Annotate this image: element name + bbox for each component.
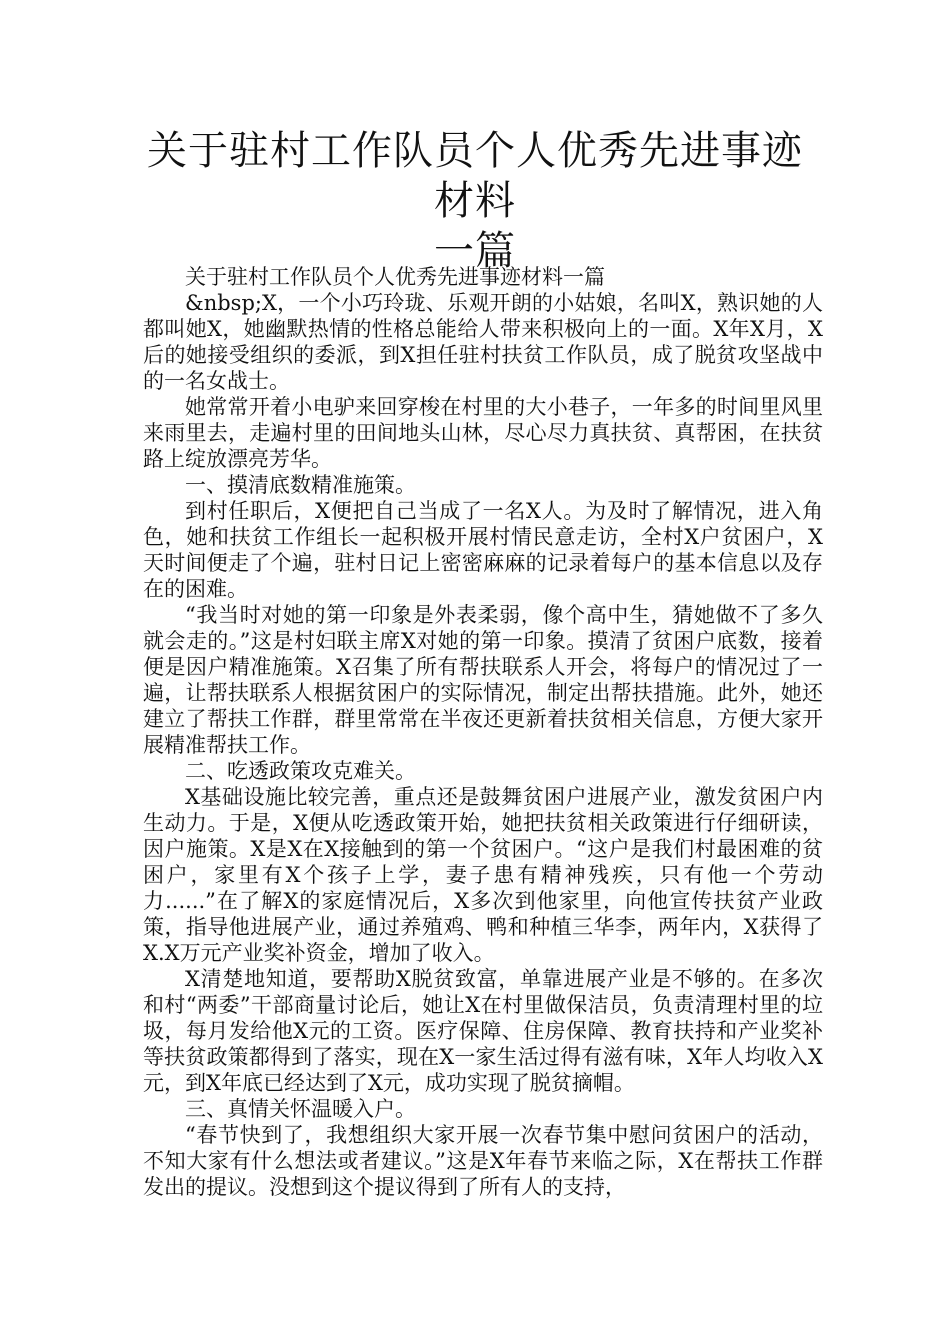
section-heading: 二、吃透政策攻克难关。	[185, 759, 416, 783]
paragraph: “春节快到了，我想组织大家开展一次春节集中慰问贫困户的活动，不知大家有什么想法或者建议。”这是X年春节来临之际，X在帮扶工作群发出的提议。没想到这个提议得到了所有人的支持，	[143, 1123, 823, 1199]
paragraph: 到村任职后，X便把自己当成了一名X人。为及时了解情况，进入角色，她和扶贫工作组长一起积极开展村情民意走访，全村X户贫困户，X天时间便走了个遍，驻村日记上密密麻麻的记录着每户的基本信息以及存在的困难。	[143, 499, 823, 601]
title-line-2: 一篇	[434, 228, 516, 274]
subtitle-paragraph: 关于驻村工作队员个人优秀先进事迹材料一篇	[185, 265, 605, 289]
paragraph: “我当时对她的第一印象是外表柔弱，像个高中生，猜她做不了多久就会走的。”这是村妇联主席X对她的第一印象。摸清了贫困户底数，接着便是因户精准施策。X召集了所有帮扶联系人开会，将每户的情况过了一遍，让帮扶联系人根据贫困户的实际情况，制定出帮扶措施。此外，她还建立了帮扶工作群，群里常常在半夜还更新着扶贫相关信息，方便大家开展精准帮扶工作。	[143, 603, 823, 757]
paragraph: &nbsp;X，一个小巧玲珑、乐观开朗的小姑娘，名叫X，熟识她的人都叫她X，她幽默热情的性格总能给人带来积极向上的一面。X年X月，X后的她接受组织的委派，到X担任驻村扶贫工作队员，成了脱贫攻坚战中的一名女战士。	[143, 291, 823, 393]
title-line-1: 关于驻村工作队员个人优秀先进事迹材料	[147, 128, 803, 224]
paragraph: X基础设施比较完善，重点还是鼓舞贫困户进展产业，激发贫困户内生动力。于是，X便从吃透政策开始，她把扶贫相关政策进行仔细研读，因户施策。X是X在X接触到的第一个贫困户。“这户是我们村最困难的贫困户，家里有X个孩子上学，妻子患有精神残疾，只有他一个劳动力......”在了解X的家庭情况后，X多次到他家里，向他宣传扶贫产业政策，指导他进展产业，通过养殖鸡、鸭和种植三华李，两年内，X获得了X.X万元产业奖补资金，增加了收入。	[143, 785, 823, 965]
paragraph: X清楚地知道，要帮助X脱贫致富，单靠进展产业是不够的。在多次和村“两委”干部商量讨论后，她让X在村里做保洁员，负责清理村里的垃圾，每月发给他X元的工资。医疗保障、住房保障、教育扶持和产业奖补等扶贫政策都得到了落实，现在X一家生活过得有滋有味，X年人均收入X元，到X年底已经达到了X元，成功实现了脱贫摘帽。	[143, 967, 823, 1095]
document-title	[140, 126, 810, 276]
section-heading: 一、摸清底数精准施策。	[185, 473, 416, 497]
document-body	[143, 264, 823, 1200]
section-heading: 三、真情关怀温暖入户。	[185, 1097, 416, 1121]
paragraph: 她常常开着小电驴来回穿梭在村里的大小巷子，一年多的时间里风里来雨里去，走遍村里的田间地头山林，尽心尽力真扶贫、真帮困，在扶贫路上绽放漂亮芳华。	[143, 395, 823, 471]
